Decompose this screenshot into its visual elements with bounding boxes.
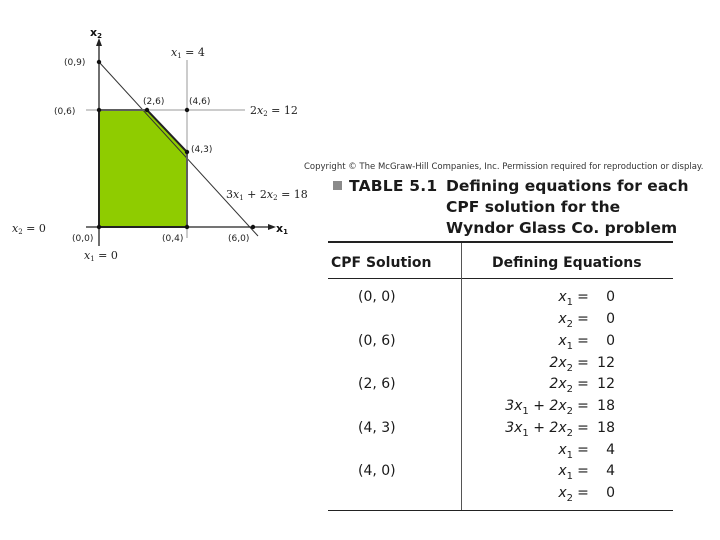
point-dot	[145, 108, 149, 112]
point-label-0-4: (0,4)	[162, 234, 184, 244]
cpf-solution: (0, 6)	[358, 333, 396, 349]
point-label-4-6: (4,6)	[189, 97, 211, 107]
feasible-region	[99, 110, 187, 227]
point-dot	[97, 108, 101, 112]
point-label-2-6: (2,6)	[143, 97, 165, 107]
copyright-notice: Copyright © The McGraw-Hill Companies, Inc. Permission required for reproduction or display.	[304, 162, 704, 172]
cpf-solution: (2, 6)	[358, 376, 396, 392]
point-label-4-3: (4,3)	[191, 145, 213, 155]
feasible-region-diagram	[0, 0, 310, 280]
point-label-6-0: (6,0)	[228, 234, 250, 244]
column-header-cpf-solution: CPF Solution	[331, 255, 432, 271]
table-row	[328, 286, 673, 330]
x1-axis-label: x1	[276, 222, 288, 236]
constraint-label-x1-0: x1 = 0	[84, 249, 118, 263]
point-dot	[97, 225, 101, 229]
table-number: TABLE 5.1	[349, 177, 438, 195]
table-row	[328, 460, 673, 504]
constraint-label-x1-4: x1 = 4	[171, 46, 205, 60]
defining-equation: $x_2 = 0$	[558, 311, 615, 330]
point-dot	[97, 60, 101, 64]
cpf-solution: (0, 0)	[358, 289, 396, 305]
table-row	[328, 417, 673, 461]
defining-equation: $2x_2 = 12$	[549, 376, 615, 395]
point-dot	[185, 108, 189, 112]
table-caption-line: CPF solution for the	[446, 198, 621, 216]
table-row	[328, 330, 673, 374]
point-label-0-9: (0,9)	[64, 58, 86, 68]
table-caption-line: Wyndor Glass Co. problem	[446, 219, 678, 237]
defining-equation: $x_1 = 4$	[558, 442, 615, 461]
x1-axis-arrow-icon	[268, 224, 276, 230]
point-label-0-6: (0,6)	[54, 107, 76, 117]
table-row	[328, 373, 673, 417]
cpf-solution: (4, 3)	[358, 420, 396, 436]
point-dot	[251, 225, 255, 229]
point-label-0-0: (0,0)	[72, 234, 94, 244]
table-header-rule	[328, 278, 673, 279]
defining-equation: $2x_2 = 12$	[549, 355, 615, 374]
square-bullet-icon	[333, 181, 342, 190]
constraint-label-x2-0: x2 = 0	[12, 222, 46, 236]
defining-equation: $x_2 = 0$	[558, 485, 615, 504]
constraint-label-3x1-2x2-18: 3x1 + 2x2 = 18	[226, 188, 308, 202]
defining-equation: $3x_1 + 2x_2 = 18$	[505, 398, 615, 417]
table-caption	[446, 176, 716, 239]
defining-equation: $x_1 = 0$	[558, 333, 615, 352]
constraint-label-2x2-12: 2x2 = 12	[250, 104, 298, 118]
point-dot	[185, 225, 189, 229]
x2-axis-label: x2	[90, 26, 102, 40]
defining-equation: $3x_1 + 2x_2 = 18$	[505, 420, 615, 439]
cpf-solution: (4, 0)	[358, 463, 396, 479]
table-top-rule	[328, 241, 673, 243]
table-bottom-rule	[328, 510, 673, 511]
table-caption-line: Defining equations for each	[446, 177, 689, 195]
point-dot	[185, 150, 189, 154]
defining-equation: $x_1 = 4$	[558, 463, 615, 482]
column-header-defining-equations: Defining Equations	[492, 255, 642, 271]
defining-equation: $x_1 = 0$	[558, 289, 615, 308]
